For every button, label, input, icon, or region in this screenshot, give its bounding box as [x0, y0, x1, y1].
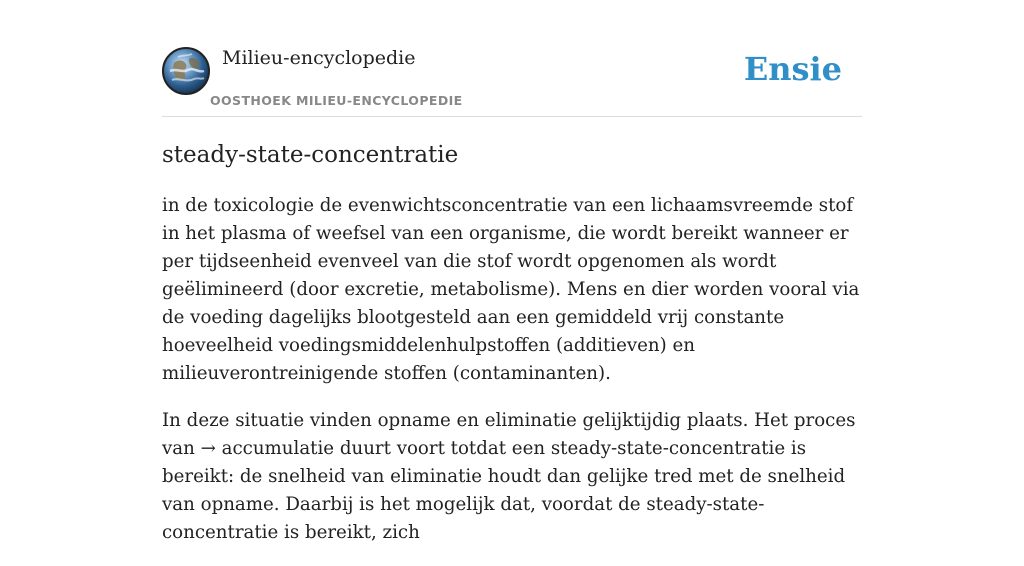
site-header: [162, 40, 862, 117]
article-paragraph: in de toxicologie de evenwichtsconcentratie van een lichaamsvreemde stof in het plasma of weefsel van een organisme, die wordt bereikt wanneer er per tijdseenheid evenveel van die stof wordt opgenomen als wordt geëlimineerd (door excretie, metabolisme). Mens en dier worden vooral via de voeding dagelijks blootgesteld aan een gemiddeld vrij constante hoeveelheid voedingsmiddelenhulpstoffen (additieven) en milieuverontreinigende stoffen (contaminanten).: [162, 195, 860, 384]
earth-globe-icon[interactable]: [162, 47, 210, 95]
site-title[interactable]: Milieu-encyclopedie: [222, 47, 416, 69]
article-paragraph: In deze situatie vinden opname en eliminatie gelijktijdig plaats. Het proces van → accumulatie duurt voort totdat een steady-state-concentratie is bereikt: de snelheid van eliminatie houdt dan gelijke tred met de snelheid van opname. Daarbij is het mogelijk dat, voordat de steady-state-concentratie is bereikt, zich: [162, 410, 856, 543]
ensie-logo[interactable]: Ensie: [743, 50, 842, 88]
site-subtitle[interactable]: OOSTHOEK MILIEU-ENCYCLOPEDIE: [210, 93, 463, 108]
article-body: [162, 192, 864, 566]
article-title: steady-state-concentratie: [162, 142, 459, 168]
